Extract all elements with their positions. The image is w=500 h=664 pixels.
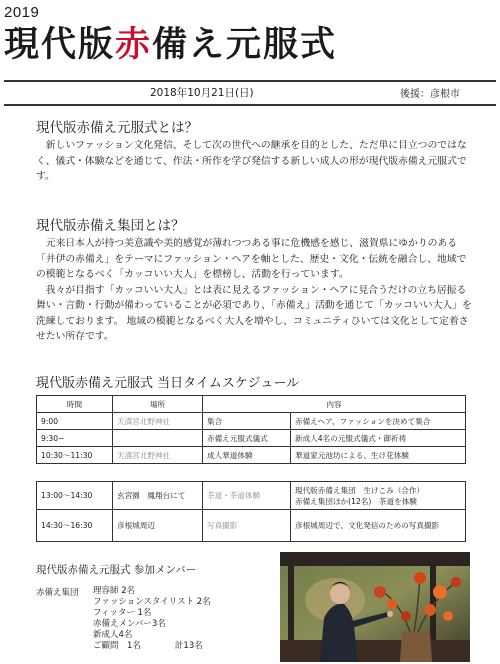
title-part2: 備え元服式 xyxy=(152,24,338,65)
schedule-table-top xyxy=(36,395,466,464)
row-detail-line1: 彦根城周辺で、文化発信のための写真撮影 xyxy=(295,521,440,530)
row-detail: 新成人4名の元服式儀式・御祈祷 xyxy=(291,430,466,447)
row-event: 写真撮影 xyxy=(203,510,291,542)
group-text-1: 元来日本人が持つ美意識や美的感覚が薄れつつある事に危機感を感じ、滋賀県にゆかりのある「井伊の赤備え」をテーマにファッション・ヘアを軸とした、歴史・文化・伝統を融合し、地域での模範となるべく「カッコいい大人」を標榜し、活動を行っています。 xyxy=(36,238,467,280)
header-place: 場所 xyxy=(113,396,203,413)
list-item: ファッションスタイリスト 2名 xyxy=(93,597,211,607)
title-part1: 現代版 xyxy=(4,24,116,65)
table-row xyxy=(37,430,466,447)
row-time: 14:30～16:30 xyxy=(37,510,113,542)
row-detail-line2: 赤備え集団ほか(12名) 茶道を体験 xyxy=(295,496,417,506)
list-item: 理容師 2名 xyxy=(93,586,136,596)
row-detail xyxy=(291,510,466,542)
page-title xyxy=(4,26,337,65)
ikebana-photo xyxy=(280,552,470,662)
list-item: フィッター 1名 xyxy=(93,608,152,618)
row-detail: 華道家元池坊による、生け花体験 xyxy=(291,447,466,464)
header-time: 時間 xyxy=(37,396,113,413)
table-row xyxy=(37,482,466,510)
row-event: 集合 xyxy=(203,413,291,430)
group-paragraph xyxy=(36,236,476,345)
table-row xyxy=(37,510,466,542)
row-place: 彦根城周辺 xyxy=(113,510,203,542)
title-accent: 赤 xyxy=(115,24,153,65)
row-time: 13:00～14:30 xyxy=(37,482,113,510)
list-item: 赤備えメンバー3名 xyxy=(93,619,166,629)
row-place: 天満宮北野神社 xyxy=(113,413,203,430)
members-list xyxy=(93,586,211,652)
members-label: 赤備え集団 xyxy=(36,588,79,598)
row-time: 9:30~ xyxy=(37,430,113,447)
about-paragraph xyxy=(36,138,476,185)
row-time: 9:00 xyxy=(37,413,113,430)
ikebana-photo-image xyxy=(280,552,470,662)
group-text-2: 我々が目指す「カッコいい大人」とは表に見えるファッション・ヘアに見合うだけの立ち居振る舞い・言動・行動が備わっていることが必須であり、「赤備え」活動を通じて「カッコいい大人」を洗練しております。 地域の模範となるべく大人を増やし、コミュニティひいては文化として定着させたい所存です。 xyxy=(36,284,472,342)
row-place: 玄宮園 鳳翔台にて xyxy=(113,482,203,510)
group-heading: 現代版赤備え集団とは？ xyxy=(36,218,185,234)
row-detail: 赤備えヘア、ファッションを決めて集合 xyxy=(291,413,466,430)
table-row xyxy=(37,413,466,430)
schedule-table-bottom xyxy=(36,481,466,542)
about-text: 新しいファッション文化発信、そして次の世代への継承を目的とした、ただ単に目立つのではなく、儀式・体験などを通じて、作法・所作を学び発信する新しい成人の形が現代版赤備え元服式です。 xyxy=(36,140,467,182)
header-detail: 内容 xyxy=(203,396,466,413)
header-rule-bottom xyxy=(4,104,496,106)
list-item: ご顧問 1名 計13名 xyxy=(93,641,203,651)
row-event: 赤備え元服式儀式 xyxy=(203,430,291,447)
row-event: 茶道・茶道体験 xyxy=(203,482,291,510)
schedule-header-row xyxy=(37,396,466,413)
members-title: 現代版赤備え元服式 参加メンバー xyxy=(36,564,197,576)
year: 2019 xyxy=(4,4,40,21)
about-heading: 現代版赤備え元服式とは？ xyxy=(36,120,198,136)
row-place xyxy=(113,430,203,447)
row-time: 10:30～11:30 xyxy=(37,447,113,464)
row-detail xyxy=(291,482,466,510)
list-item: 新成人4名 xyxy=(93,630,133,640)
row-place: 天満宮北野神社 xyxy=(113,447,203,464)
sponsor-text: 後援：彦根市 xyxy=(400,89,460,100)
row-event: 成人華道体験 xyxy=(203,447,291,464)
table-row xyxy=(37,447,466,464)
event-date: 2018年10月21日(日) xyxy=(150,87,254,99)
row-detail-line1: 現代版赤備え集団 生けこみ（合作） xyxy=(295,485,425,495)
header-rule-top xyxy=(4,80,496,82)
schedule-title: 現代版赤備え元服式 当日タイムスケジュール xyxy=(36,376,300,391)
